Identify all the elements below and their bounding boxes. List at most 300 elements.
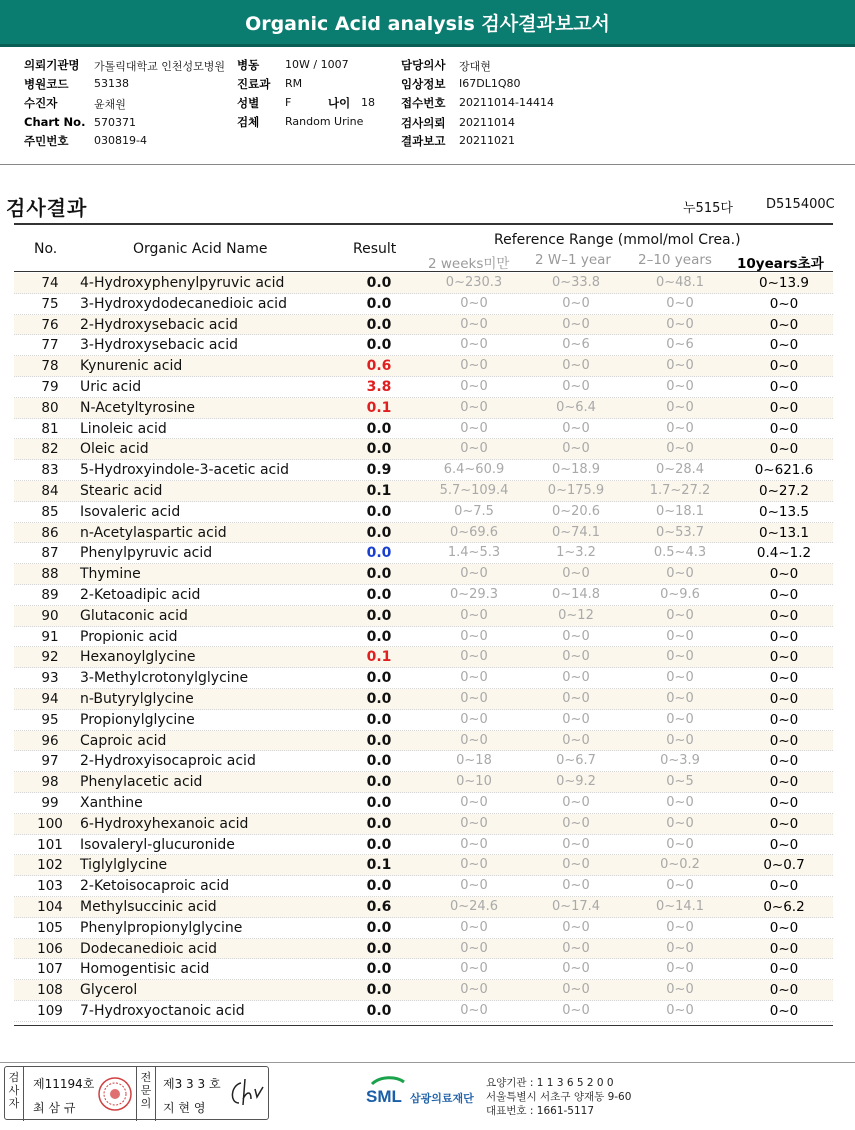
table-row bbox=[14, 315, 833, 336]
clinical-value: I67DL1Q80 bbox=[459, 77, 521, 90]
ref-2w-1y: 0~0 bbox=[562, 670, 590, 686]
table-row bbox=[14, 876, 833, 897]
acid-name: Dodecanedioic acid bbox=[80, 940, 218, 957]
request-label: 검사의뢰 bbox=[401, 116, 446, 130]
ref-over-10y: 0~0 bbox=[769, 586, 799, 603]
ref-over-10y: 0~0 bbox=[769, 961, 799, 978]
acid-name: 7-Hydroxyoctanoic acid bbox=[80, 1002, 245, 1019]
ref-under-2w: 0~0 bbox=[460, 378, 488, 394]
row-number: 92 bbox=[41, 649, 59, 666]
table-row bbox=[14, 1001, 833, 1022]
signature-box bbox=[4, 1066, 269, 1120]
row-number: 108 bbox=[37, 982, 63, 999]
row-number: 88 bbox=[41, 566, 59, 583]
ref-2-10y: 0~9.6 bbox=[660, 586, 700, 602]
ref-over-10y: 0~0 bbox=[769, 337, 799, 354]
ref-2w-1y: 0~0 bbox=[562, 628, 590, 644]
ref-over-10y: 0~0 bbox=[769, 919, 799, 936]
result-value: 0.6 bbox=[366, 358, 392, 375]
ref-2w-1y: 0~0 bbox=[562, 940, 590, 956]
ref-over-10y: 0~13.9 bbox=[759, 275, 809, 291]
result-value: 0.9 bbox=[366, 462, 392, 479]
result-value: 0.0 bbox=[366, 441, 392, 458]
table-row bbox=[14, 294, 833, 315]
ref-under-2w: 0~29.3 bbox=[449, 586, 499, 602]
ref-under-2w: 0~0 bbox=[460, 441, 488, 457]
ref-over-10y: 0~6.2 bbox=[763, 898, 805, 915]
ref-2-10y: 0~28.4 bbox=[655, 462, 705, 478]
result-value: 0.0 bbox=[366, 940, 392, 957]
ref-under-2w: 0~0 bbox=[460, 961, 488, 977]
request-value: 20211014 bbox=[459, 116, 515, 129]
ref-2w-1y: 0~0 bbox=[562, 732, 590, 748]
acid-name: 6-Hydroxyhexanoic acid bbox=[80, 815, 249, 832]
ref-over-10y: 0~0 bbox=[769, 690, 799, 707]
col-name-header: Organic Acid Name bbox=[133, 241, 268, 257]
result-value: 0.0 bbox=[366, 711, 392, 728]
ref-under-2w: 0~0 bbox=[460, 711, 488, 727]
table-row bbox=[14, 377, 833, 398]
ref-sub-2-10y: 2–10 years bbox=[638, 252, 712, 268]
ref-2w-1y: 0~0 bbox=[562, 711, 590, 727]
result-value: 0.0 bbox=[366, 815, 392, 832]
table-row bbox=[14, 543, 833, 564]
result-value: 0.0 bbox=[366, 545, 392, 562]
ref-under-2w: 0~0 bbox=[460, 1002, 488, 1018]
phone: 대표번호 : 1661-5117 bbox=[486, 1105, 595, 1117]
acid-name: 3-Hydroxydodecanedioic acid bbox=[80, 295, 287, 312]
row-number: 103 bbox=[37, 878, 63, 895]
row-number: 83 bbox=[41, 462, 59, 479]
ref-under-2w: 0~10 bbox=[456, 774, 492, 790]
result-value: 0.6 bbox=[366, 898, 392, 915]
report-date-label: 결과보고 bbox=[401, 134, 446, 148]
result-value: 0.0 bbox=[366, 607, 392, 624]
chart-value: 570371 bbox=[94, 116, 136, 129]
ref-under-2w: 1.4~5.3 bbox=[447, 545, 501, 561]
table-row bbox=[14, 835, 833, 856]
ref-under-2w: 0~0 bbox=[460, 295, 488, 311]
ref-2-10y: 0~0 bbox=[666, 399, 694, 415]
acid-name: n-Acetylaspartic acid bbox=[80, 524, 227, 541]
ref-under-2w: 0~0 bbox=[460, 628, 488, 644]
table-row bbox=[14, 460, 833, 481]
ref-over-10y: 0~0 bbox=[769, 441, 799, 458]
sig1-name: 최 삼 규 bbox=[33, 1101, 76, 1115]
sig-divider bbox=[23, 1067, 24, 1121]
ref-over-10y: 0~0 bbox=[769, 753, 799, 770]
age-value: 18 bbox=[361, 96, 375, 109]
ref-2-10y: 0~3.9 bbox=[660, 753, 700, 769]
ref-under-2w: 0~18 bbox=[456, 753, 492, 769]
result-value: 0.0 bbox=[366, 670, 392, 687]
institution-number: 요양기관 : 1 1 3 6 5 2 0 0 bbox=[486, 1077, 614, 1089]
ref-2-10y: 0~0 bbox=[666, 378, 694, 394]
ref-under-2w: 0~0 bbox=[460, 815, 488, 831]
col-no-header: No. bbox=[34, 241, 58, 257]
result-value: 0.0 bbox=[366, 566, 392, 583]
table-top-rule bbox=[14, 223, 833, 225]
ref-2w-1y: 1~3.2 bbox=[556, 545, 596, 561]
table-row bbox=[14, 564, 833, 585]
ref-2w-1y: 0~0 bbox=[562, 690, 590, 706]
ref-2-10y: 0~0 bbox=[666, 815, 694, 831]
row-number: 80 bbox=[41, 399, 59, 416]
table-row bbox=[14, 523, 833, 544]
acid-name: 3-Hydroxysebacic acid bbox=[80, 337, 238, 354]
ref-2-10y: 0~0 bbox=[666, 358, 694, 374]
acid-name: Glutaconic acid bbox=[80, 607, 188, 624]
ref-2-10y: 1.7~27.2 bbox=[649, 482, 711, 498]
table-row bbox=[14, 855, 833, 876]
row-number: 84 bbox=[41, 482, 59, 499]
table-row bbox=[14, 398, 833, 419]
table-row bbox=[14, 731, 833, 752]
sig2-name: 지 현 영 bbox=[163, 1101, 206, 1115]
ref-under-2w: 0~0 bbox=[460, 690, 488, 706]
ref-over-10y: 0~0 bbox=[769, 940, 799, 957]
acid-name: 2-Hydroxysebacic acid bbox=[80, 316, 238, 333]
ref-2w-1y: 0~6.7 bbox=[556, 753, 596, 769]
ref-2w-1y: 0~0 bbox=[562, 649, 590, 665]
table-row bbox=[14, 772, 833, 793]
result-value: 0.0 bbox=[366, 961, 392, 978]
logo-text: SML bbox=[366, 1087, 402, 1106]
table-row bbox=[14, 273, 833, 294]
ref-under-2w: 5.7~109.4 bbox=[439, 482, 509, 498]
row-number: 82 bbox=[41, 441, 59, 458]
table-row bbox=[14, 502, 833, 523]
acid-name: 3-Methylcrotonylglycine bbox=[80, 670, 249, 687]
ref-under-2w: 0~0 bbox=[460, 836, 488, 852]
acid-name: Glycerol bbox=[80, 982, 138, 999]
ref-over-10y: 0~0 bbox=[769, 399, 799, 416]
result-value: 0.0 bbox=[366, 503, 392, 520]
result-value: 0.0 bbox=[366, 919, 392, 936]
acid-name: Phenylacetic acid bbox=[80, 774, 203, 791]
ref-2w-1y: 0~0 bbox=[562, 836, 590, 852]
receipt-value: 20211014-14414 bbox=[459, 96, 554, 109]
ref-under-2w: 0~7.5 bbox=[454, 503, 494, 519]
row-number: 95 bbox=[41, 711, 59, 728]
ref-2w-1y: 0~0 bbox=[562, 878, 590, 894]
row-number: 78 bbox=[41, 358, 59, 375]
ref-under-2w: 6.4~60.9 bbox=[443, 462, 505, 478]
ref-under-2w: 0~69.6 bbox=[449, 524, 499, 540]
table-row bbox=[14, 710, 833, 731]
ref-2-10y: 0~5 bbox=[666, 774, 694, 790]
ward-label: 병동 bbox=[237, 58, 260, 72]
ref-2-10y: 0~0 bbox=[666, 649, 694, 665]
ref-2-10y: 0~0 bbox=[666, 566, 694, 582]
table-row bbox=[14, 959, 833, 980]
ref-under-2w: 0~0 bbox=[460, 732, 488, 748]
row-number: 101 bbox=[37, 836, 63, 853]
ref-2-10y: 0~0 bbox=[666, 794, 694, 810]
ref-2-10y: 0~48.1 bbox=[655, 275, 705, 290]
ref-over-10y: 0.4~1.2 bbox=[756, 545, 812, 562]
ref-2w-1y: 0~0 bbox=[562, 378, 590, 394]
acid-name: Thymine bbox=[80, 566, 141, 583]
result-value: 0.0 bbox=[366, 690, 392, 707]
row-number: 87 bbox=[41, 545, 59, 562]
row-number: 77 bbox=[41, 337, 59, 354]
ref-2w-1y: 0~6.4 bbox=[556, 399, 596, 415]
ref-2w-1y: 0~9.2 bbox=[556, 774, 596, 790]
ref-2w-1y: 0~0 bbox=[562, 566, 590, 582]
acid-name: Phenylpropionylglycine bbox=[80, 919, 243, 936]
table-row bbox=[14, 481, 833, 502]
ref-2w-1y: 0~0 bbox=[562, 919, 590, 935]
ref-2w-1y: 0~0 bbox=[562, 815, 590, 831]
row-number: 91 bbox=[41, 628, 59, 645]
ref-over-10y: 0~0 bbox=[769, 670, 799, 687]
result-value: 0.0 bbox=[366, 794, 392, 811]
ref-over-10y: 0~13.5 bbox=[759, 503, 809, 520]
result-value: 0.1 bbox=[366, 649, 392, 666]
row-number: 107 bbox=[37, 961, 63, 978]
patient-value: 윤채원 bbox=[94, 98, 126, 111]
result-value: 0.1 bbox=[366, 857, 392, 874]
row-number: 109 bbox=[37, 1002, 63, 1019]
hospital-code-value: 53138 bbox=[94, 77, 129, 90]
ref-2w-1y: 0~18.9 bbox=[551, 462, 601, 478]
acid-name: Tiglylglycine bbox=[80, 857, 168, 874]
ref-under-2w: 0~0 bbox=[460, 794, 488, 810]
table-row bbox=[14, 689, 833, 710]
result-value: 0.0 bbox=[366, 982, 392, 999]
doctor-label: 담당의사 bbox=[401, 58, 446, 72]
acid-name: Oleic acid bbox=[80, 441, 149, 458]
ref-over-10y: 0~27.2 bbox=[759, 482, 809, 499]
ref-2-10y: 0~0 bbox=[666, 1002, 694, 1018]
ref-2w-1y: 0~33.8 bbox=[551, 275, 601, 290]
acid-name: Propionic acid bbox=[80, 628, 178, 645]
acid-name: 2-Hydroxyisocaproic acid bbox=[80, 753, 256, 770]
ref-over-10y: 0~0 bbox=[769, 836, 799, 853]
row-number: 85 bbox=[41, 503, 59, 520]
ref-2w-1y: 0~0 bbox=[562, 316, 590, 332]
ref-2-10y: 0~0 bbox=[666, 919, 694, 935]
ref-over-10y: 0~0 bbox=[769, 566, 799, 583]
sml-logo-icon bbox=[366, 1074, 408, 1110]
ref-2w-1y: 0~0 bbox=[562, 982, 590, 998]
result-value: 0.0 bbox=[366, 1002, 392, 1019]
acid-name: 4-Hydroxyphenylpyruvic acid bbox=[80, 275, 285, 291]
ref-sub-under-2w: 2 weeks미만 bbox=[428, 256, 510, 272]
result-value: 0.1 bbox=[366, 482, 392, 499]
handwritten-signature-icon bbox=[227, 1075, 267, 1111]
ref-under-2w: 0~0 bbox=[460, 670, 488, 686]
ref-over-10y: 0~0 bbox=[769, 295, 799, 312]
ref-2w-1y: 0~0 bbox=[562, 794, 590, 810]
ref-2-10y: 0~0 bbox=[666, 670, 694, 686]
acid-name: Isovaleric acid bbox=[80, 503, 181, 520]
table-row bbox=[14, 585, 833, 606]
sig2-role: 전문의 bbox=[140, 1071, 152, 1110]
ref-over-10y: 0~0 bbox=[769, 732, 799, 749]
ref-2w-1y: 0~0 bbox=[562, 358, 590, 374]
row-number: 99 bbox=[41, 794, 59, 811]
result-value: 0.0 bbox=[366, 732, 392, 749]
ref-under-2w: 0~0 bbox=[460, 982, 488, 998]
org-name: 삼광의료재단 bbox=[410, 1092, 474, 1105]
ref-over-10y: 0~0.7 bbox=[763, 857, 805, 874]
ref-2w-1y: 0~74.1 bbox=[551, 524, 601, 540]
sig-divider bbox=[155, 1067, 156, 1121]
acid-name: 2-Ketoisocaproic acid bbox=[80, 878, 230, 895]
ref-2w-1y: 0~0 bbox=[562, 961, 590, 977]
acid-name: Uric acid bbox=[80, 378, 142, 395]
ref-under-2w: 0~0 bbox=[460, 358, 488, 374]
table-row bbox=[14, 419, 833, 440]
acid-name: Linoleic acid bbox=[80, 420, 167, 437]
ref-under-2w: 0~0 bbox=[460, 399, 488, 415]
row-number: 106 bbox=[37, 940, 63, 957]
ref-under-2w: 0~0 bbox=[460, 878, 488, 894]
ref-over-10y: 0~0 bbox=[769, 420, 799, 437]
ref-2-10y: 0~0 bbox=[666, 940, 694, 956]
patient-label: 수진자 bbox=[24, 96, 58, 110]
row-number: 79 bbox=[41, 378, 59, 395]
test-code-kr: 누515다 bbox=[683, 201, 733, 216]
ref-under-2w: 0~0 bbox=[460, 337, 488, 353]
row-number: 86 bbox=[41, 524, 59, 541]
ref-2-10y: 0~0.2 bbox=[660, 857, 700, 873]
table-row bbox=[14, 918, 833, 939]
acid-name: 2-Ketoadipic acid bbox=[80, 586, 201, 603]
ref-over-10y: 0~0 bbox=[769, 607, 799, 624]
ref-under-2w: 0~0 bbox=[460, 649, 488, 665]
ref-2-10y: 0~0 bbox=[666, 732, 694, 748]
ref-2-10y: 0~0 bbox=[666, 420, 694, 436]
acid-name: Propionylglycine bbox=[80, 711, 195, 728]
receipt-label: 접수번호 bbox=[401, 96, 446, 110]
ref-over-10y: 0~0 bbox=[769, 815, 799, 832]
acid-name: Homogentisic acid bbox=[80, 961, 210, 978]
clinical-label: 임상정보 bbox=[401, 77, 446, 91]
acid-name: Methylsuccinic acid bbox=[80, 898, 217, 915]
result-value: 0.0 bbox=[366, 420, 392, 437]
ref-2w-1y: 0~6 bbox=[562, 337, 590, 353]
acid-name: Isovaleryl-glucuronide bbox=[80, 836, 235, 853]
ref-over-10y: 0~0 bbox=[769, 878, 799, 895]
ref-2-10y: 0~0 bbox=[666, 878, 694, 894]
result-value: 0.1 bbox=[366, 399, 392, 416]
ref-over-10y: 0~0 bbox=[769, 711, 799, 728]
table-row bbox=[14, 751, 833, 772]
sig-divider bbox=[136, 1067, 137, 1121]
ref-2-10y: 0~0 bbox=[666, 607, 694, 623]
table-row bbox=[14, 606, 833, 627]
table-bottom-rule bbox=[14, 1025, 833, 1026]
acid-name: n-Butyrylglycine bbox=[80, 690, 194, 707]
chart-label: Chart No. bbox=[24, 115, 86, 129]
dept-value: RM bbox=[285, 77, 303, 90]
acid-name: 5-Hydroxyindole-3-acetic acid bbox=[80, 462, 290, 479]
age-label: 나이 bbox=[328, 96, 351, 110]
table-row bbox=[14, 939, 833, 960]
ref-sub-2w-1y: 2 W–1 year bbox=[535, 252, 611, 268]
specimen-value: Random Urine bbox=[285, 115, 364, 128]
ref-over-10y: 0~0 bbox=[769, 1002, 799, 1019]
row-number: 94 bbox=[41, 690, 59, 707]
table-row bbox=[14, 793, 833, 814]
ref-2w-1y: 0~14.8 bbox=[551, 586, 601, 602]
row-number: 96 bbox=[41, 732, 59, 749]
acid-name: Phenylpyruvic acid bbox=[80, 545, 213, 562]
table-row bbox=[14, 439, 833, 460]
col-result-header: Result bbox=[353, 241, 397, 257]
ref-2w-1y: 0~0 bbox=[562, 1002, 590, 1018]
ref-sub-over-10y: 10years초과 bbox=[737, 256, 824, 272]
table-row bbox=[14, 668, 833, 689]
results-table bbox=[14, 273, 833, 1022]
result-value: 0.0 bbox=[366, 295, 392, 312]
acid-name: Xanthine bbox=[80, 794, 143, 811]
ref-under-2w: 0~0 bbox=[460, 940, 488, 956]
ref-under-2w: 0~0 bbox=[460, 420, 488, 436]
table-row bbox=[14, 335, 833, 356]
ref-under-2w: 0~0 bbox=[460, 566, 488, 582]
ref-under-2w: 0~230.3 bbox=[445, 275, 503, 290]
ref-2-10y: 0~0 bbox=[666, 316, 694, 332]
acid-name: Kynurenic acid bbox=[80, 358, 183, 375]
ref-2w-1y: 0~0 bbox=[562, 857, 590, 873]
ref-under-2w: 0~0 bbox=[460, 919, 488, 935]
table-row bbox=[14, 814, 833, 835]
ref-2-10y: 0~0 bbox=[666, 711, 694, 727]
table-row bbox=[14, 980, 833, 1001]
result-value: 0.0 bbox=[366, 337, 392, 354]
ref-under-2w: 0~0 bbox=[460, 316, 488, 332]
row-number: 76 bbox=[41, 316, 59, 333]
row-number: 100 bbox=[37, 815, 63, 832]
result-value: 0.0 bbox=[366, 524, 392, 541]
ref-2-10y: 0~0 bbox=[666, 690, 694, 706]
ref-2-10y: 0~0 bbox=[666, 836, 694, 852]
row-number: 75 bbox=[41, 295, 59, 312]
result-value: 0.0 bbox=[366, 753, 392, 770]
table-header-rule bbox=[14, 271, 833, 272]
sig1-role: 검사자 bbox=[8, 1071, 20, 1110]
row-number: 105 bbox=[37, 919, 63, 936]
result-value: 0.0 bbox=[366, 774, 392, 791]
acid-name: Stearic acid bbox=[80, 482, 163, 499]
result-value: 0.0 bbox=[366, 586, 392, 603]
result-value: 0.0 bbox=[366, 878, 392, 895]
result-value: 0.0 bbox=[366, 275, 392, 291]
ref-2w-1y: 0~17.4 bbox=[551, 898, 601, 914]
ref-over-10y: 0~621.6 bbox=[754, 462, 814, 479]
ref-2w-1y: 0~0 bbox=[562, 441, 590, 457]
ref-2-10y: 0~6 bbox=[666, 337, 694, 353]
ref-over-10y: 0~0 bbox=[769, 774, 799, 791]
result-value: 0.0 bbox=[366, 836, 392, 853]
row-number: 93 bbox=[41, 670, 59, 687]
institution-label: 의뢰기관명 bbox=[24, 58, 80, 72]
ref-2-10y: 0~0 bbox=[666, 628, 694, 644]
ref-2w-1y: 0~175.9 bbox=[547, 482, 605, 498]
ref-2w-1y: 0~20.6 bbox=[551, 503, 601, 519]
table-row bbox=[14, 627, 833, 648]
ref-2-10y: 0.5~4.3 bbox=[653, 545, 707, 561]
row-number: 81 bbox=[41, 420, 59, 437]
ref-2-10y: 0~0 bbox=[666, 961, 694, 977]
sex-value: F bbox=[285, 96, 292, 109]
sig1-license: 제11194호 bbox=[33, 1077, 95, 1091]
row-number: 74 bbox=[41, 275, 59, 291]
